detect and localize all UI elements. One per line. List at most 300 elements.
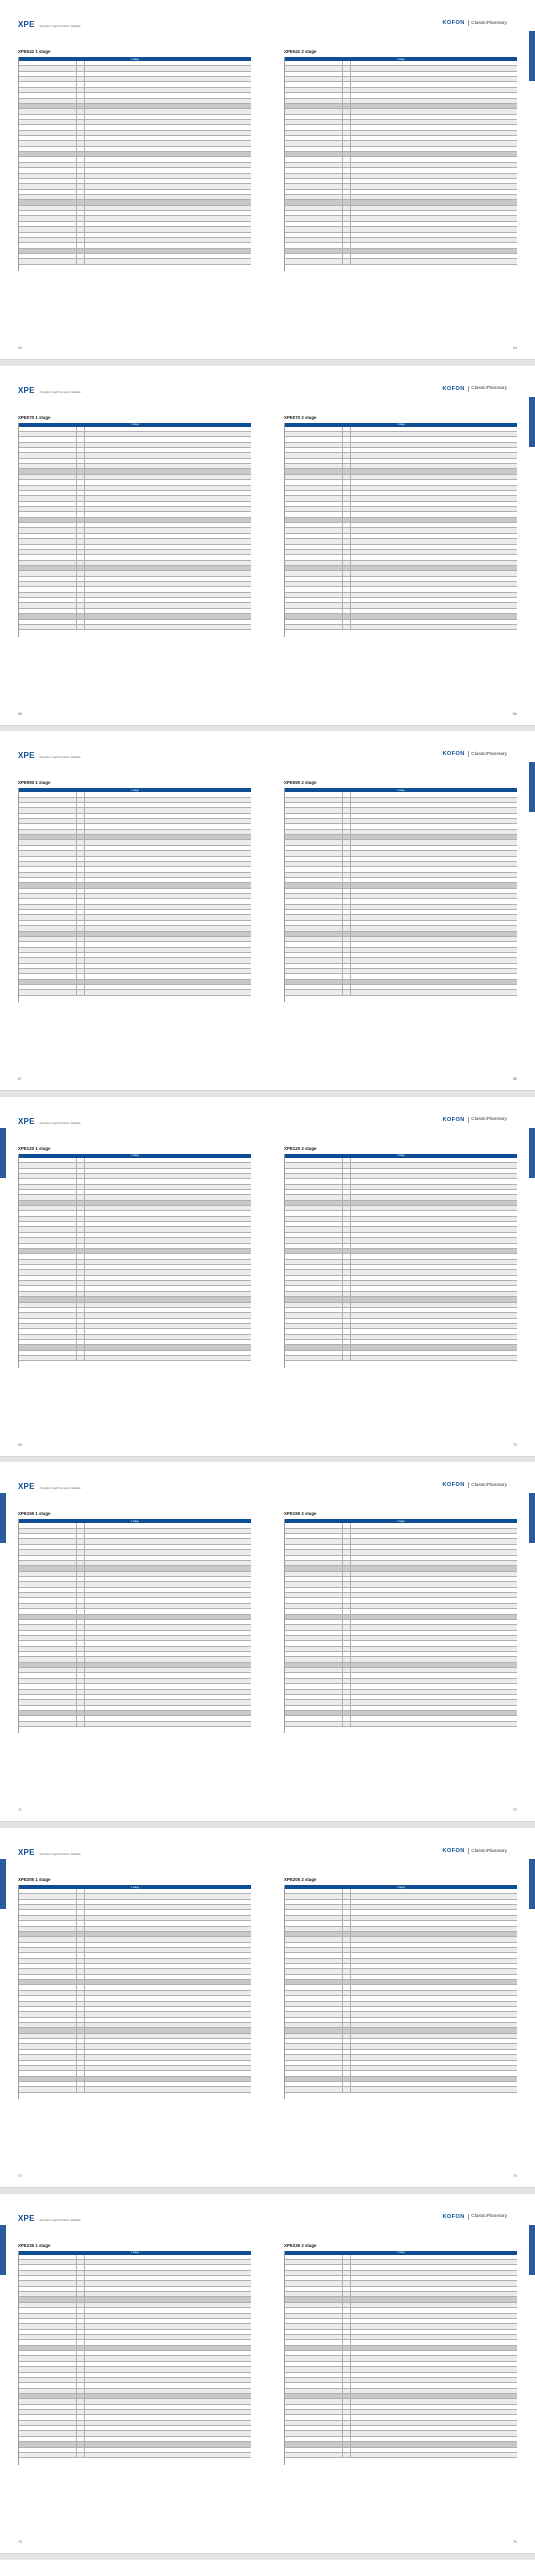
spec-row-values [85,99,251,103]
spec-row-unit [343,99,351,103]
spec-row-values [85,1222,251,1226]
spec-row-label [19,174,77,178]
spec-row-label [285,1158,343,1162]
spec-row-unit [343,1356,351,1360]
spec-row-values [85,1948,251,1952]
spec-row-label [285,179,343,183]
spec-row-values [351,1577,517,1581]
page-number: 66 [513,711,517,716]
spec-row-label [19,1932,77,1936]
spec-row-label [19,2303,77,2307]
spec-row-unit [343,1641,351,1645]
spec-row-unit [343,969,351,973]
spec-row-values [85,1249,251,1253]
spec-row-label [285,2340,343,2344]
spec-row-unit [343,227,351,231]
spec-row-values [351,1652,517,1656]
spec-row-unit [343,2340,351,2344]
spec-row-label [285,1641,343,1645]
spec-row-unit [77,1722,85,1726]
spec-row-unit [343,1174,351,1178]
spec-row-label [19,1631,77,1635]
spec-row-label [19,1190,77,1194]
spec-row-label [285,1539,343,1543]
spec-row-label [285,1303,343,1307]
spec-row-unit [77,974,85,978]
spec-row-label [19,1894,77,1898]
spec-row-unit [77,539,85,543]
spec-row-unit [77,948,85,952]
spec-row-label [285,2351,343,2355]
catalog-spread [0,0,535,360]
spec-row-values [85,1706,251,1710]
spec-row-label [285,115,343,119]
spec-row-label [19,1910,77,1914]
spec-row-label [19,625,77,629]
logo-subtitle: ClassicPlanetary [471,2214,507,2220]
table-title: XPE070 2 stage [284,414,317,420]
spec-row-unit [343,109,351,113]
spec-row-unit [77,846,85,850]
spec-row-label [285,1351,343,1355]
spec-row-unit [343,926,351,930]
spec-row-label [19,1174,77,1178]
spec-row-values [351,1265,517,1269]
spec-row-unit [77,571,85,575]
spec-row-values [351,163,517,167]
spec-row-unit [343,1959,351,1963]
spec-row-label [19,195,77,199]
spec-row-values [85,233,251,237]
spec-row-label [19,819,77,823]
spec-row-label [285,1249,343,1253]
spec-row-label [285,571,343,575]
spec-row-unit [343,190,351,194]
spec-row-label [19,566,77,570]
spec-row-label [285,1329,343,1333]
spec-row-label [19,2071,77,2075]
spec-row-unit [343,131,351,135]
spec-row-values [351,990,517,994]
spec-row-values [85,1663,251,1667]
spec-row-unit [343,2077,351,2081]
spec-row-label [285,125,343,129]
spec-row-unit [343,798,351,802]
spec-row-unit [77,443,85,447]
spec-row-unit [343,528,351,532]
spec-row-unit [77,1351,85,1355]
spec-row-values [351,1588,517,1592]
spec-row-values [351,824,517,828]
spec-row-values [85,227,251,231]
spec-row-values [351,1598,517,1602]
brand-logo: XPE [18,1116,35,1126]
spec-row-unit [343,1545,351,1549]
spec-row-unit [77,625,85,629]
spec-row-values [351,2346,517,2350]
spec-row-unit [343,432,351,436]
spec-row-values [85,195,251,199]
spec-row-unit [343,61,351,65]
spec-row-label [19,1545,77,1549]
spec-row-unit [77,2297,85,2301]
spec-row-unit [343,1604,351,1608]
spec-row-label [285,1716,343,1720]
spec-row-unit [343,459,351,463]
spec-row-label [19,835,77,839]
spec-row-values [85,249,251,253]
spec-row-values [351,2394,517,2398]
kofon-logo: KOFON [442,2213,465,2220]
spec-row-label [285,1631,343,1635]
spec-row-unit [343,878,351,882]
spec-row-values [85,1313,251,1317]
catalog-spread [0,1462,535,1822]
spec-row-values [351,2303,517,2307]
spec-row-values [85,82,251,86]
spec-row-unit [343,582,351,586]
spec-row-unit [77,1249,85,1253]
spec-row-label [285,1201,343,1205]
stage-label: 1 stage [131,1885,139,1889]
spec-row-unit [77,254,85,258]
spec-row-label [19,1673,77,1677]
spec-row-unit [77,120,85,124]
spec-row-unit [343,1690,351,1694]
spec-row-values [85,969,251,973]
spec-row-values [351,899,517,903]
spec-row-values [85,582,251,586]
spec-row-unit [77,1894,85,1898]
spec-row-unit [343,2087,351,2091]
spec-row-values [351,1980,517,1984]
spec-row-unit [77,2066,85,2070]
spec-row-values [85,464,251,468]
spec-row-values [85,2077,251,2081]
spec-row-unit [77,1324,85,1328]
spec-row-unit [343,1636,351,1640]
spec-row-label [285,233,343,237]
spec-row-values [351,1609,517,1613]
spec-row-values [85,1324,251,1328]
stage-label: 2 stage [397,57,405,61]
spec-row-unit [343,115,351,119]
spec-row-values [351,561,517,565]
spec-row-values [351,475,517,479]
spec-row-values [351,453,517,457]
spec-row-unit [343,1985,351,1989]
spec-row-label [19,206,77,210]
spec-row-unit [343,2260,351,2264]
spec-row-label [285,1690,343,1694]
spec-row-values [85,1889,251,1893]
spec-row-label [285,1975,343,1979]
spec-row-values [351,555,517,559]
spec-row-label [19,2255,77,2259]
spec-row-unit [77,1937,85,1941]
spec-row-values [85,819,251,823]
spec-row-unit [343,2066,351,2070]
spec-row-label [285,587,343,591]
spec-row-values [351,2071,517,2075]
spec-row-values [85,2394,251,2398]
spec-row-label [19,545,77,549]
spec-row-values [351,1566,517,1570]
spec-row-unit [77,190,85,194]
spec-row-values [351,1943,517,1947]
spec-row-unit [343,2330,351,2334]
table-title: XPE070 1 stage [18,414,51,420]
spec-row-values [351,969,517,973]
spec-row-unit [77,985,85,989]
spec-row-unit [77,1523,85,1527]
spec-table [18,57,251,271]
spec-row-values [351,1905,517,1909]
spec-row-values [351,1690,517,1694]
spec-row-label [19,969,77,973]
spec-row-unit [343,1158,351,1162]
spec-row-unit [77,1195,85,1199]
spec-row-values [85,824,251,828]
spec-row-unit [77,2002,85,2006]
spec-row-unit [77,2034,85,2038]
spec-row-unit [77,1905,85,1909]
spec-row-values [85,1641,251,1645]
spec-row-values [85,1286,251,1290]
spec-row-unit [343,2039,351,2043]
spec-row-unit [343,625,351,629]
spec-row-label [19,1345,77,1349]
spec-row-label [285,1227,343,1231]
spec-row-unit [343,1593,351,1597]
spec-row-label [19,1716,77,1720]
spec-row-label [285,958,343,962]
kofon-logo: KOFON [442,385,465,392]
spec-row-label [285,609,343,613]
spec-row-label [19,82,77,86]
spec-row-label [19,1572,77,1576]
spec-row-values [85,88,251,92]
spec-row-label [285,1598,343,1602]
spec-row-values [85,2367,251,2371]
spec-row-label [19,857,77,861]
spec-row-label [19,1534,77,1538]
spec-row-values [351,2050,517,2054]
spec-row-unit [77,496,85,500]
spec-row-unit [343,77,351,81]
spec-row-label [19,910,77,914]
spec-row-unit [77,1297,85,1301]
spec-row-values [85,974,251,978]
header-logo [442,751,507,757]
spec-row-unit [77,152,85,156]
spec-row-label [19,1948,77,1952]
spec-row-label [285,2071,343,2075]
spec-row-values [85,990,251,994]
spec-row-label [285,1206,343,1210]
spec-row-unit [343,453,351,457]
spec-row-unit [77,1690,85,1694]
spec-row [285,259,517,264]
spec-row-unit [77,432,85,436]
spec-row-label [19,948,77,952]
spec-row-unit [77,459,85,463]
spec-row-values [351,1217,517,1221]
spec-row-unit [77,808,85,812]
spec-row-values [85,2330,251,2334]
spec-row-values [85,147,251,151]
spec-row-unit [343,2061,351,2065]
spec-row-values [351,1641,517,1645]
spec-row-unit [77,1313,85,1317]
spec-row-label [19,1927,77,1931]
spec-row-label [285,259,343,263]
spec-row-unit [343,1566,351,1570]
spec-row-label [19,432,77,436]
spec-row-values [85,2255,251,2259]
spec-row-unit [343,2399,351,2403]
spec-row-label [285,937,343,941]
spec-row-unit [77,969,85,973]
spec-row-values [85,1244,251,1248]
spec-row-label [285,1169,343,1173]
spec-row-label [285,2034,343,2038]
spec-row-unit [343,2319,351,2323]
spec-row-unit [343,2002,351,2006]
spec-row-unit [343,1281,351,1285]
spec-table [284,57,517,271]
spec-row-unit [77,1179,85,1183]
spec-row-unit [77,216,85,220]
spec-row-label [285,926,343,930]
spec-row-unit [343,910,351,914]
spec-row-unit [77,2255,85,2259]
spec-row-values [85,942,251,946]
spec-row-values [85,1260,251,1264]
spec-row-values [351,2437,517,2441]
spec-row-unit [77,1598,85,1602]
spec-row-label [285,453,343,457]
spec-row-unit [343,512,351,516]
spec-row-values [85,2276,251,2280]
spec-row-label [285,1577,343,1581]
spec-row-label [19,1598,77,1602]
spec-row-values [85,2066,251,2070]
spec-row-unit [343,1996,351,2000]
spec-row-label [285,475,343,479]
spec-row-label [285,1550,343,1554]
spec-row-label [285,840,343,844]
spec-row-label [285,464,343,468]
spec-row-label [19,93,77,97]
spec-row-unit [343,443,351,447]
spec-row-unit [77,125,85,129]
spec-row-unit [77,1588,85,1592]
spec-row-values [351,2082,517,2086]
spec-row-unit [77,1303,85,1307]
spec-row-unit [343,1673,351,1677]
spec-row-label [285,1652,343,1656]
spec-row-label [19,1158,77,1162]
spec-row-unit [343,555,351,559]
spec-row-label [285,2367,343,2371]
spec-row-values [85,1329,251,1333]
spec-row-values [351,1620,517,1624]
spec-row-label [19,878,77,882]
spec-row-label [19,1529,77,1533]
brand-tagline: Precision / High Precision / Reliable [39,25,81,28]
spec-row-values [85,2351,251,2355]
spec-row-values [85,555,251,559]
header-logo [442,386,507,392]
spec-row-values [85,2340,251,2344]
spec-row-values [85,2050,251,2054]
kofon-logo: KOFON [442,1848,465,1854]
spec-row-values [351,523,517,527]
logo-divider [468,1482,469,1488]
spec-row-unit [343,1523,351,1527]
spec-row-unit [77,528,85,532]
spec-row-unit [77,932,85,936]
spec-row-unit [77,1959,85,1963]
spec-row-unit [77,109,85,113]
spec-row-values [85,200,251,204]
spec-row-values [351,1593,517,1597]
spec-row-unit [343,469,351,473]
spec-row-values [351,1894,517,1898]
spec-row-values [351,66,517,70]
spec-row-unit [343,2426,351,2430]
spec-row-values [351,1615,517,1619]
spec-row-unit [77,545,85,549]
header-brand [18,1117,81,1126]
catalog-spread [0,731,535,1091]
spec-row-label [19,792,77,796]
spec-row-label [19,915,77,919]
spec-row-unit [77,1991,85,1995]
spec-row-label [285,459,343,463]
spec-row-label [285,2087,343,2091]
spec-row-values [85,437,251,441]
spec-row-unit [77,1577,85,1581]
spec-row-label [19,157,77,161]
spec-row-unit [343,243,351,247]
spec-row-label [285,593,343,597]
spec-row-values [85,2002,251,2006]
spec-row-unit [77,1593,85,1597]
spec-row-unit [343,1948,351,1952]
spec-row-label [19,899,77,903]
spec-row-label [285,1663,343,1667]
spec-row-values [85,953,251,957]
spec-row-label [19,2389,77,2393]
spec-row-unit [77,1329,85,1333]
spec-row-values [85,609,251,613]
spec-row-values [351,2410,517,2414]
spec-row-values [85,2442,251,2446]
spec-row-unit [343,1927,351,1931]
spec-row-values [351,953,517,957]
spec-row-label [285,1260,343,1264]
spec-row-unit [77,1190,85,1194]
spec-row-values [85,862,251,866]
page-number: 73 [18,2174,22,2178]
spec-row-unit [77,147,85,151]
spec-row-unit [77,1582,85,1586]
spec-row-values [85,77,251,81]
spec-row-unit [77,2281,85,2285]
spec-row-values [85,243,251,247]
